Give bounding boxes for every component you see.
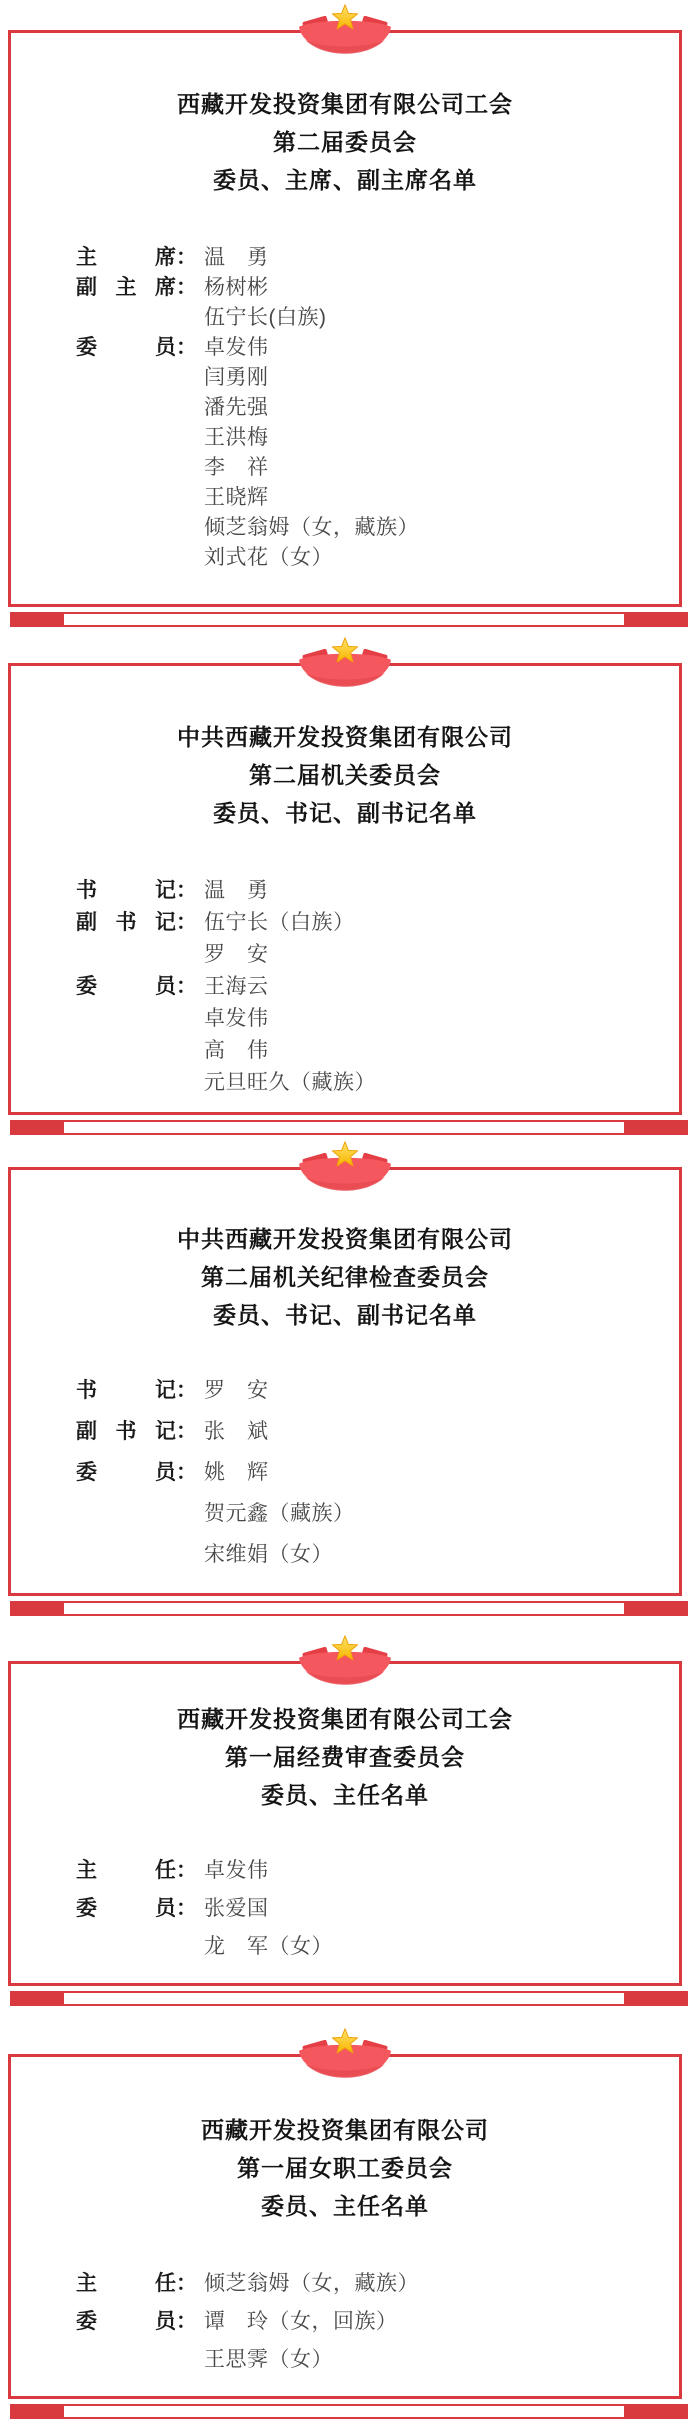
person-name: 刘式花（女）	[204, 546, 333, 569]
roster-row	[76, 273, 679, 303]
card-group	[0, 1661, 690, 2006]
role-label: 副 主 席	[76, 276, 176, 299]
role-label: 副 书 记	[76, 1420, 176, 1443]
roster-row	[76, 423, 679, 453]
star-icon	[332, 2029, 357, 2053]
person-name: 伍宁长（白族）	[204, 911, 355, 934]
role-label: 委 员	[76, 1897, 176, 1920]
person-name: 宋维娟（女）	[204, 1543, 333, 1566]
ribbon-flags	[302, 1152, 388, 1169]
roster-row	[76, 363, 679, 393]
roster-row	[76, 1417, 679, 1447]
card-title-line: 西藏开发投资集团有限公司	[201, 2117, 489, 2143]
roster-row	[76, 1540, 679, 1570]
person-name: 罗 安	[204, 943, 269, 966]
role-label: 委 员	[76, 975, 176, 998]
ribbon-banner-rim	[305, 673, 385, 687]
role-label: 书 记	[76, 1379, 176, 1402]
role-colon: ：	[176, 1859, 197, 1882]
ribbon-banner	[299, 1652, 391, 1684]
ribbon-flags	[302, 1646, 388, 1663]
card-title-line: 委员、主席、副主席名单	[213, 167, 477, 193]
card-title-line: 第二届机关委员会	[249, 762, 441, 788]
person-name: 伍宁长(白族)	[204, 306, 327, 329]
roster-list	[11, 1376, 679, 1570]
committee-card-4	[8, 1661, 682, 1986]
cards-container	[0, 30, 690, 2419]
divider-bar	[10, 1991, 688, 2006]
divider-bar	[10, 1601, 688, 1616]
person-name: 罗 安	[204, 1379, 269, 1402]
divider-bar	[10, 1120, 688, 1135]
ribbon-flags	[302, 2039, 388, 2056]
roster-row	[76, 972, 679, 1002]
ribbon-banner-rim	[305, 40, 385, 54]
divider-bar-left-block	[12, 2406, 64, 2417]
roster-row	[76, 303, 679, 333]
card-title-line: 委员、书记、副书记名单	[213, 1302, 477, 1328]
person-name: 卓发伟	[204, 1859, 269, 1882]
role-colon: ：	[176, 1379, 197, 1402]
roster-row	[76, 543, 679, 573]
roster-list	[11, 243, 679, 573]
committee-card-1	[8, 30, 682, 607]
roster-row	[76, 1932, 679, 1962]
divider-bar-left-block	[12, 1122, 64, 1133]
role-label: 委 员	[76, 1461, 176, 1484]
roster-row	[76, 940, 679, 970]
roster-row	[76, 483, 679, 513]
role-colon: ：	[176, 246, 197, 269]
roster-row	[76, 1894, 679, 1924]
divider-bar-right-block	[624, 1603, 686, 1614]
person-name: 温 勇	[204, 246, 269, 269]
divider-bar	[10, 612, 688, 627]
roster-row	[76, 1499, 679, 1529]
divider-bar-right-block	[624, 614, 686, 625]
star-icon	[332, 1636, 357, 1660]
roster-list	[11, 876, 679, 1098]
role-label: 委 员	[76, 336, 176, 359]
divider-bar-left-block	[12, 1993, 64, 2004]
role-colon: ：	[176, 2310, 197, 2333]
person-name: 李 祥	[204, 456, 269, 479]
card-title	[11, 718, 679, 832]
card-title-line: 第二届委员会	[273, 129, 417, 155]
person-name: 姚 辉	[204, 1461, 269, 1484]
role-colon: ：	[176, 2272, 197, 2295]
role-colon: ：	[176, 336, 197, 359]
roster-row	[76, 2307, 679, 2337]
roster-row	[76, 393, 679, 423]
role-label: 书 记	[76, 879, 176, 902]
person-name: 王海云	[204, 975, 269, 998]
roster-row	[76, 1376, 679, 1406]
card-title-line: 委员、主任名单	[261, 1782, 429, 1808]
card-title-line: 西藏开发投资集团有限公司工会	[177, 91, 513, 117]
roster-row	[76, 1856, 679, 1886]
card-title	[11, 2111, 679, 2225]
card-group	[0, 663, 690, 1135]
ribbon-banner	[299, 654, 391, 686]
divider-bar	[10, 2404, 688, 2419]
star-ribbon-icon	[295, 2026, 395, 2086]
roster-row	[76, 1458, 679, 1488]
person-name: 元旦旺久（藏族）	[204, 1071, 376, 1094]
person-name: 卓发伟	[204, 336, 269, 359]
card-title	[11, 1700, 679, 1814]
roster-row	[76, 453, 679, 483]
person-name: 倾芝翁姆（女，藏族）	[204, 516, 419, 539]
star-ribbon-icon	[295, 1139, 395, 1199]
person-name: 谭 玲（女，回族）	[204, 2310, 398, 2333]
star-ribbon-icon	[295, 2, 395, 62]
star-icon	[332, 1142, 357, 1166]
role-colon: ：	[176, 911, 197, 934]
card-title-line: 中共西藏开发投资集团有限公司	[177, 1226, 513, 1252]
person-name: 杨树彬	[204, 276, 269, 299]
star-ribbon-icon	[295, 635, 395, 695]
roster-row	[76, 908, 679, 938]
committee-card-3	[8, 1167, 682, 1596]
card-title-line: 第一届经费审查委员会	[225, 1744, 465, 1770]
role-label: 委 员	[76, 2310, 176, 2333]
role-colon: ：	[176, 975, 197, 998]
person-name: 闫勇刚	[204, 366, 269, 389]
ribbon-banner	[299, 1158, 391, 1190]
person-name: 龙 军（女）	[204, 1935, 333, 1958]
role-label: 副 书 记	[76, 911, 176, 934]
person-name: 卓发伟	[204, 1007, 269, 1030]
person-name: 潘先强	[204, 396, 269, 419]
ribbon-banner-rim	[305, 1177, 385, 1191]
ribbon-banner	[299, 2045, 391, 2077]
ribbon-banner-rim	[305, 1671, 385, 1685]
person-name: 王晓辉	[204, 486, 269, 509]
person-name: 高 伟	[204, 1039, 269, 1062]
roster-list	[11, 1856, 679, 1962]
role-label: 主 席	[76, 246, 176, 269]
roster-row	[76, 1036, 679, 1066]
star-ribbon-icon	[295, 1633, 395, 1693]
role-colon: ：	[176, 1897, 197, 1920]
roster-row	[76, 2269, 679, 2299]
card-title	[11, 1220, 679, 1334]
divider-bar-left-block	[12, 614, 64, 625]
card-title-line: 第二届机关纪律检查委员会	[201, 1264, 489, 1290]
ribbon-banner-rim	[305, 2064, 385, 2078]
person-name: 倾芝翁姆（女，藏族）	[204, 2272, 419, 2295]
roster-row	[76, 1004, 679, 1034]
roster-row	[76, 333, 679, 363]
card-group	[0, 1167, 690, 1616]
role-colon: ：	[176, 1461, 197, 1484]
star-icon	[332, 5, 357, 29]
person-name: 温 勇	[204, 879, 269, 902]
card-title	[11, 85, 679, 199]
person-name: 王思霁（女）	[204, 2348, 333, 2371]
divider-bar-right-block	[624, 2406, 686, 2417]
roster-list	[11, 2269, 679, 2375]
roster-row	[76, 2345, 679, 2375]
card-group	[0, 2054, 690, 2419]
ribbon-flags	[302, 648, 388, 665]
card-title-line: 第一届女职工委员会	[237, 2155, 453, 2181]
role-colon: ：	[176, 879, 197, 902]
person-name: 贺元鑫（藏族）	[204, 1502, 355, 1525]
name-roster-page	[0, 30, 690, 2419]
ribbon-flags	[302, 15, 388, 32]
roster-row	[76, 513, 679, 543]
star-icon	[332, 638, 357, 662]
committee-card-5	[8, 2054, 682, 2399]
person-name: 张 斌	[204, 1420, 269, 1443]
card-title-line: 委员、主任名单	[261, 2193, 429, 2219]
role-colon: ：	[176, 1420, 197, 1443]
ribbon-banner	[299, 21, 391, 53]
person-name: 王洪梅	[204, 426, 269, 449]
roster-row	[76, 243, 679, 273]
card-group	[0, 30, 690, 627]
roster-row	[76, 876, 679, 906]
role-label: 主 任	[76, 1859, 176, 1882]
card-title-line: 中共西藏开发投资集团有限公司	[177, 724, 513, 750]
role-label: 主 任	[76, 2272, 176, 2295]
person-name: 张爱国	[204, 1897, 269, 1920]
role-colon: ：	[176, 276, 197, 299]
committee-card-2	[8, 663, 682, 1115]
divider-bar-right-block	[624, 1993, 686, 2004]
divider-bar-left-block	[12, 1603, 64, 1614]
card-title-line: 西藏开发投资集团有限公司工会	[177, 1706, 513, 1732]
roster-row	[76, 1068, 679, 1098]
divider-bar-right-block	[624, 1122, 686, 1133]
card-title-line: 委员、书记、副书记名单	[213, 800, 477, 826]
